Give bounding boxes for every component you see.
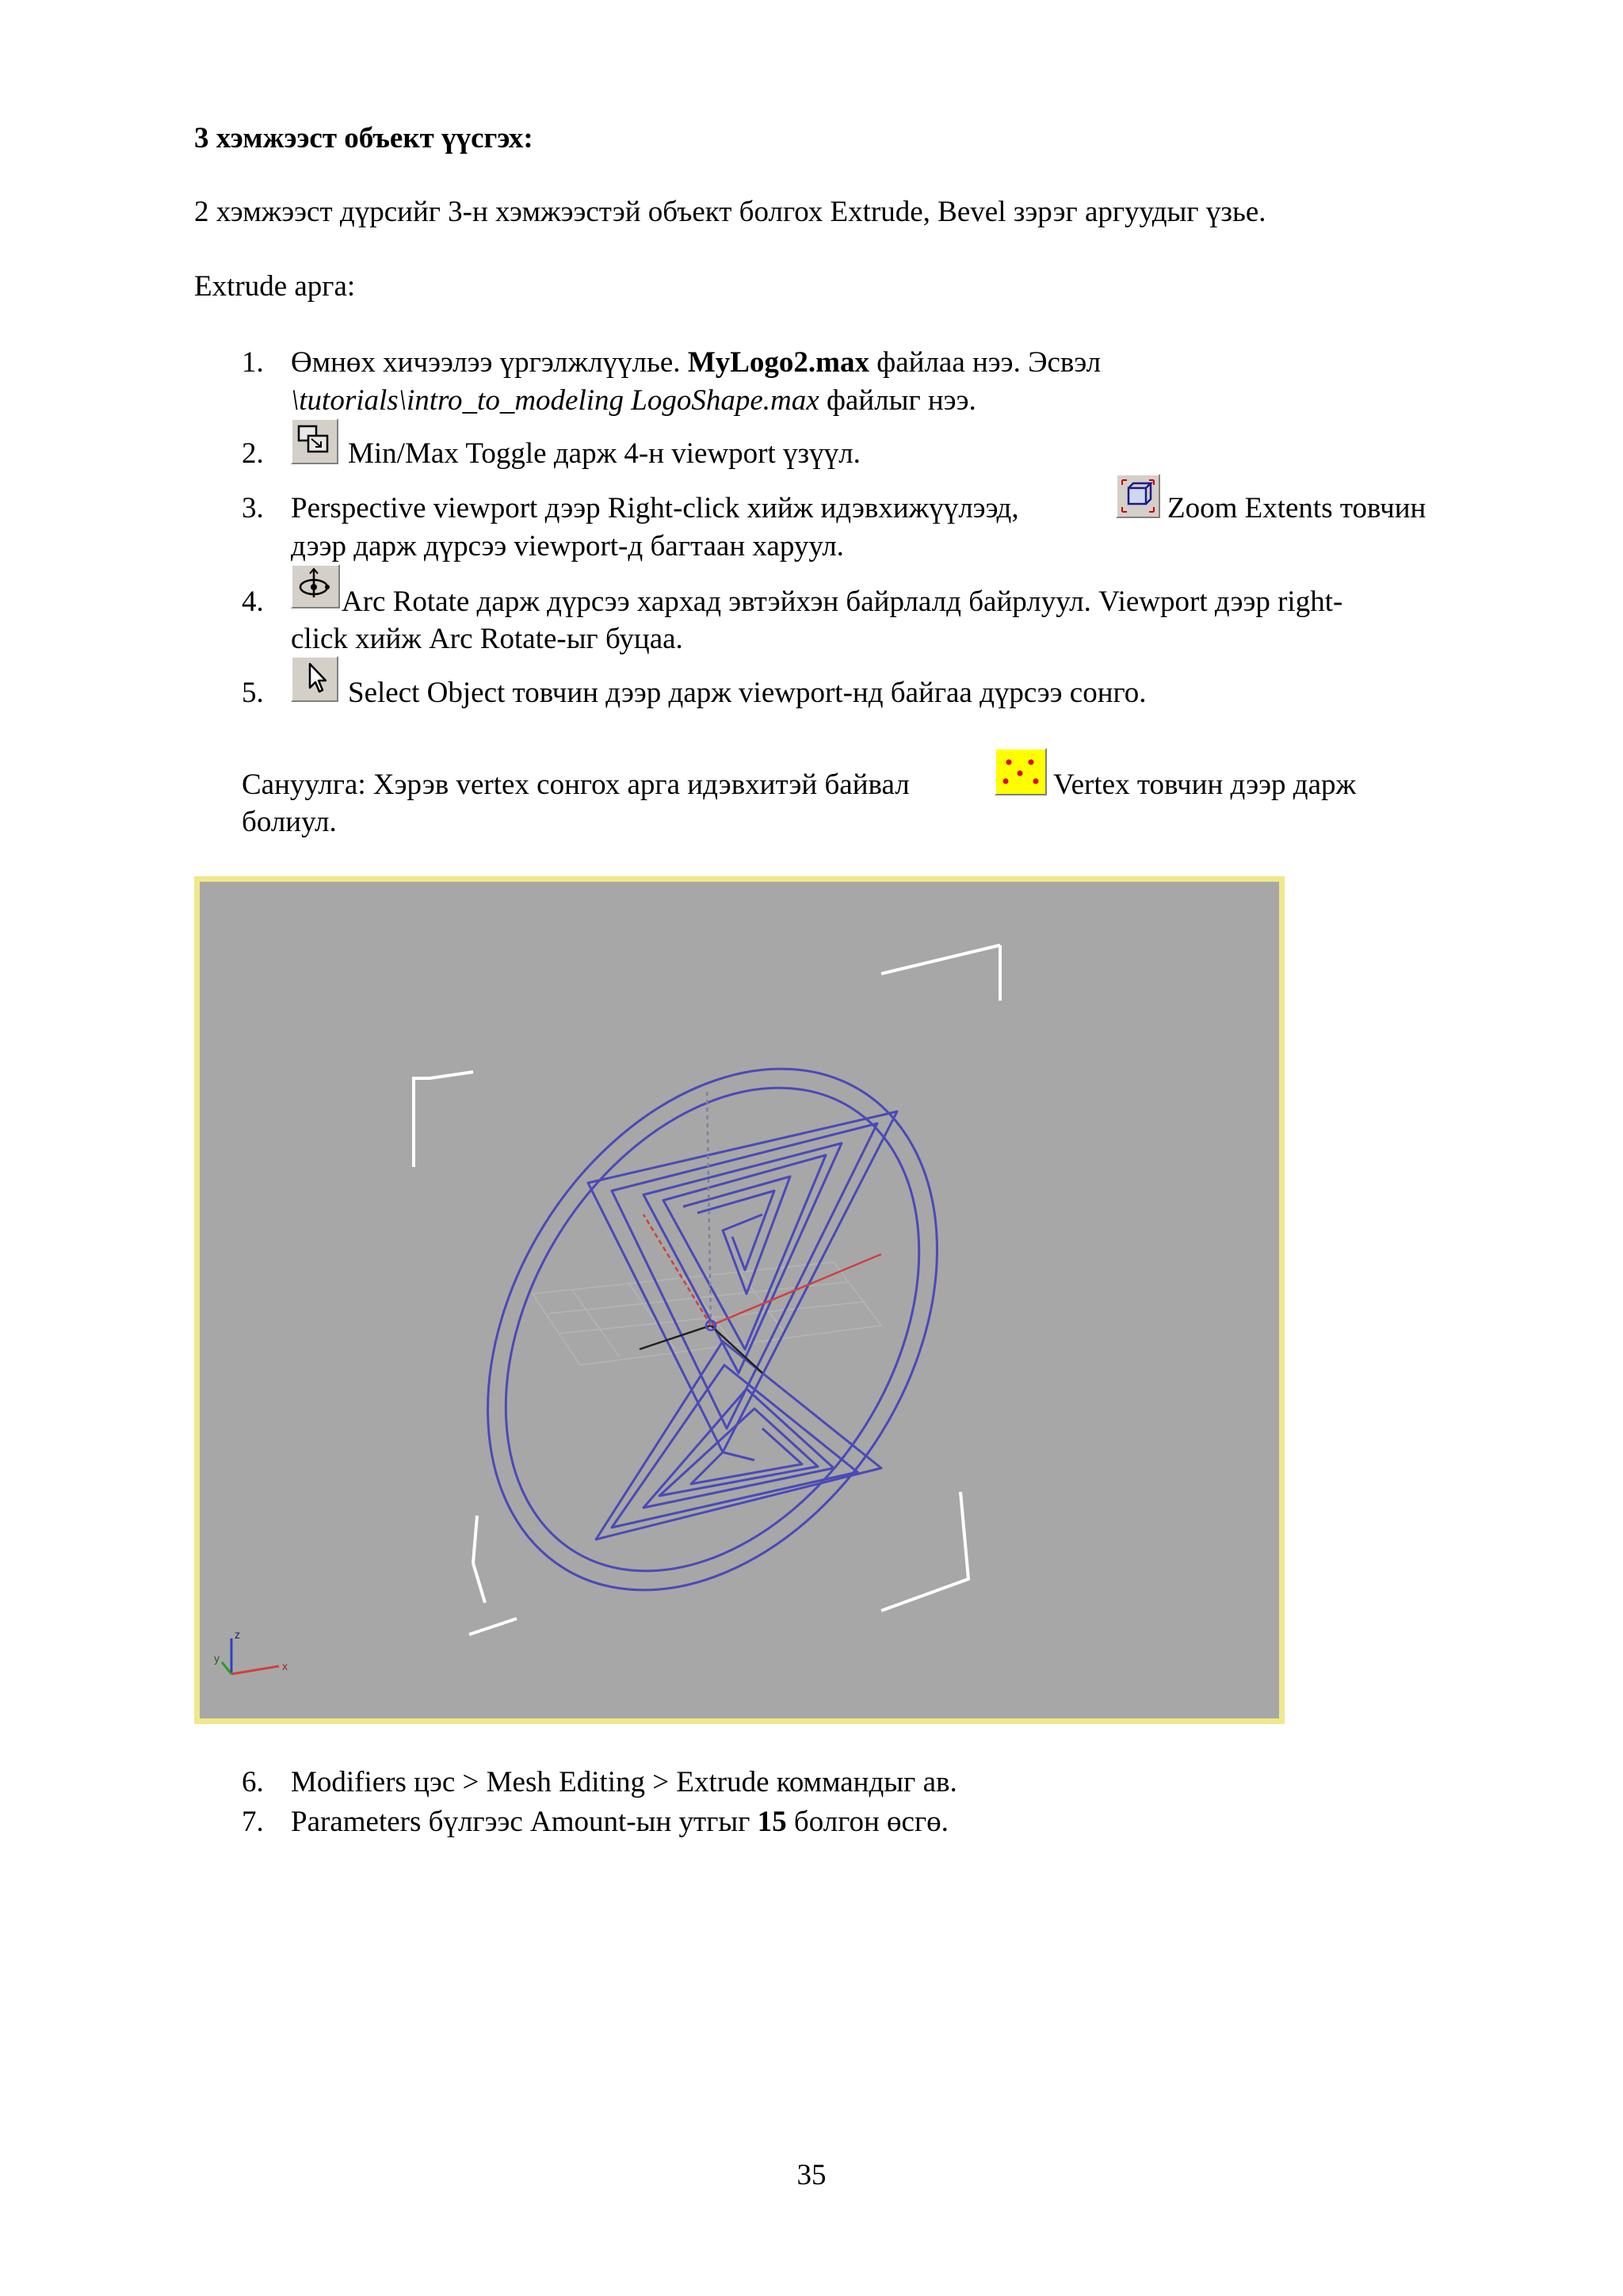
logo-upper-triangle	[588, 1112, 897, 1452]
step-1-line-1: Өмнөх хичээлээ үргэлжлүүлье. MyLogo2.max файлаа нээ. Эсвэл	[291, 346, 1102, 379]
step-7-text: Parameters бүлгээс Amount-ын утгыг 15 болгон өсгө.	[291, 1806, 949, 1838]
bracket-bottom-right	[881, 1492, 968, 1611]
step-2-text: Min/Max Toggle дарж 4-н viewport үзүүл.	[348, 437, 861, 470]
bracket-top-left	[414, 1078, 430, 1167]
page-number: 35	[796, 2159, 827, 2191]
step-1-number: 1.	[242, 346, 264, 379]
file-path: \tutorials\intro_to_modeling LogoShape.max	[291, 384, 819, 417]
note-line-1a: Сануулга: Хэрэв vertex сонгох арга идэвхитэй байвал	[242, 769, 910, 801]
section-heading: 3 хэмжээст объект үүсгэх:	[194, 122, 533, 154]
selection-brackets	[414, 945, 1000, 1634]
axis-label-x: x	[282, 1660, 288, 1672]
step-3-line-2: дээр дарж дүрсээ viewport-д багтаан харуул.	[291, 530, 844, 563]
step-7-number: 7.	[242, 1806, 264, 1838]
step-5-number: 5.	[242, 677, 264, 709]
step-4-number: 4.	[242, 585, 264, 618]
min-max-toggle-icon	[291, 418, 338, 464]
step-3-line-1a: Perspective viewport дээр Right-click хийж идэвхижүүлээд,	[291, 492, 1019, 524]
axis-tripod	[222, 1638, 279, 1674]
step-6-text: Modifiers цэс > Mesh Editing > Extrude коммандыг ав.	[291, 1766, 957, 1798]
select-object-icon	[291, 656, 338, 702]
step-6-number: 6.	[242, 1766, 264, 1798]
step-1-line-2: \tutorials\intro_to_modeling LogoShape.max файлыг нээ.	[291, 384, 976, 417]
viewport-screenshot	[194, 876, 1285, 1724]
note-line-2: болиул.	[242, 806, 337, 838]
step-4-line-2: click хийж Arc Rotate-ыг буцаа.	[291, 623, 683, 655]
axis-label-z: z	[235, 1628, 240, 1641]
method-title: Extrude арга:	[194, 270, 356, 303]
viewport-canvas	[200, 882, 1279, 1718]
note-line-1b: Vertex товчин дээр дарж	[1053, 769, 1357, 801]
bracket-bottom-left	[473, 1516, 485, 1603]
step-2-number: 2.	[242, 437, 264, 470]
amount-value: 15	[757, 1806, 787, 1838]
intro-paragraph: 2 хэмжээст дүрсийг 3-н хэмжээстэй объект болгох Extrude, Bevel зэрэг аргуудыг үзье.	[194, 196, 1266, 228]
step-3-number: 3.	[242, 492, 264, 524]
axis-label-y: y	[214, 1652, 220, 1665]
file-name-mylogo2: MyLogo2.max	[687, 346, 869, 379]
vertex-icon	[995, 748, 1047, 795]
zoom-extents-icon	[1116, 474, 1160, 518]
arc-rotate-icon	[291, 564, 340, 608]
step-3-line-1b: Zoom Extents товчин	[1167, 492, 1426, 524]
step-4-line-1: Arc Rotate дарж дүрсээ хархад эвтэйхэн байрлалд байрлуул. Viewport дээр right-	[342, 585, 1343, 618]
step-5-text: Select Object товчин дээр дарж viewport-нд байгаа дүрсээ сонго.	[348, 677, 1147, 709]
